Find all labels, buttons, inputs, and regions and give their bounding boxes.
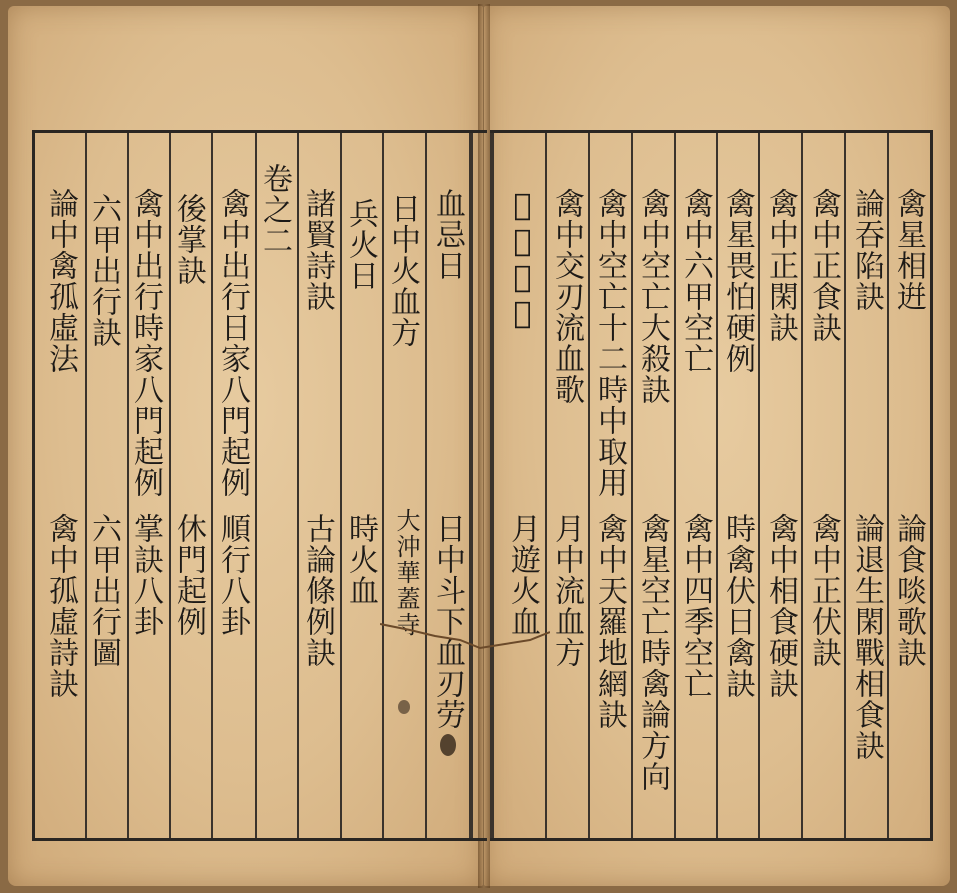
column-rule bbox=[674, 133, 676, 838]
right-col-7-top: 禽中正閑訣 bbox=[763, 188, 798, 343]
left-col-10-bottom: 日中斗下血刃劳 bbox=[430, 513, 465, 730]
right-col-4-top: 禽中空亡大殺訣 bbox=[635, 188, 670, 405]
left-col-5-bottom: 順行八卦 bbox=[215, 513, 250, 637]
column-rule bbox=[801, 133, 803, 838]
right-col-3-top: 禽中空亡十二時中取用 bbox=[592, 188, 627, 498]
column-rule bbox=[588, 133, 590, 838]
center-rule bbox=[490, 133, 494, 838]
right-col-2-top: 禽中交刃流血歌 bbox=[549, 188, 584, 405]
ink-stain bbox=[398, 700, 410, 714]
left-col-9-bottom: 大沖華蓋寺 bbox=[392, 508, 420, 638]
right-col-9-bottom: 論退生閑戰相食訣 bbox=[849, 513, 884, 761]
left-col-3-top: 禽中出行時家八門起例 bbox=[128, 188, 163, 498]
column-rule bbox=[631, 133, 633, 838]
left-col-3-bottom: 掌訣八卦 bbox=[128, 513, 163, 637]
right-page-frame bbox=[490, 130, 933, 841]
column-rule bbox=[844, 133, 846, 838]
right-col-5-top: 禽中六甲空亡 bbox=[678, 188, 713, 374]
column-rule bbox=[716, 133, 718, 838]
right-col-7-bottom: 禽中相食硬訣 bbox=[763, 513, 798, 699]
left-col-8-top: 兵火日 bbox=[343, 198, 378, 291]
ink-stain bbox=[440, 734, 456, 756]
right-col-6-bottom: 時禽伏日禽訣 bbox=[720, 513, 755, 699]
left-col-7-top: 諸賢詩訣 bbox=[300, 188, 335, 312]
right-col-3-bottom: 禽中天羅地網訣 bbox=[592, 513, 627, 730]
left-col-4-bottom: 休門起例 bbox=[171, 513, 206, 637]
left-col-1-top: 論中禽孤虛法 bbox=[43, 188, 78, 374]
left-col-8-bottom: 時火血 bbox=[343, 513, 378, 606]
column-rule bbox=[211, 133, 213, 838]
right-col-1-bottom: 月遊火血 bbox=[505, 513, 540, 637]
column-rule bbox=[545, 133, 547, 838]
left-col-5-top: 禽中出行日家八門起例 bbox=[215, 188, 250, 498]
left-col-9-top: 日中火血方 bbox=[385, 193, 420, 348]
column-rule bbox=[340, 133, 342, 838]
left-col-1-bottom: 禽中孤虛詩訣 bbox=[43, 513, 78, 699]
right-col-1-top: 𧈮頭血刃 bbox=[505, 188, 540, 332]
left-col-7-bottom: 古論條例訣 bbox=[300, 513, 335, 668]
right-col-8-bottom: 禽中正伏訣 bbox=[806, 513, 841, 668]
left-col-4-top: 後掌訣 bbox=[171, 193, 206, 286]
left-col-2-bottom: 六甲出行圖 bbox=[86, 513, 121, 668]
left-col-2-top: 六甲出行訣 bbox=[86, 193, 121, 348]
right-col-9-top: 論吞陷訣 bbox=[849, 188, 884, 312]
right-col-4-bottom: 禽星空亡時禽論方向 bbox=[635, 513, 670, 792]
right-col-8-top: 禽中正食訣 bbox=[806, 188, 841, 343]
column-rule bbox=[887, 133, 889, 838]
column-rule bbox=[382, 133, 384, 838]
right-col-5-bottom: 禽中四季空亡 bbox=[678, 513, 713, 699]
right-col-10-top: 禽星相逬 bbox=[891, 188, 926, 312]
column-rule bbox=[297, 133, 299, 838]
right-col-10-bottom: 論食啖歌訣 bbox=[891, 513, 926, 668]
left-page-frame bbox=[32, 130, 487, 841]
right-col-2-bottom: 月中流血方 bbox=[549, 513, 584, 668]
column-rule bbox=[425, 133, 427, 838]
center-rule bbox=[469, 133, 473, 838]
paper-tear bbox=[380, 618, 550, 658]
column-rule bbox=[758, 133, 760, 838]
left-col-10-top: 血忌日 bbox=[430, 188, 465, 281]
right-col-6-top: 禽星畏怕硬例 bbox=[720, 188, 755, 374]
volume-heading: 卷之二 bbox=[257, 163, 292, 256]
